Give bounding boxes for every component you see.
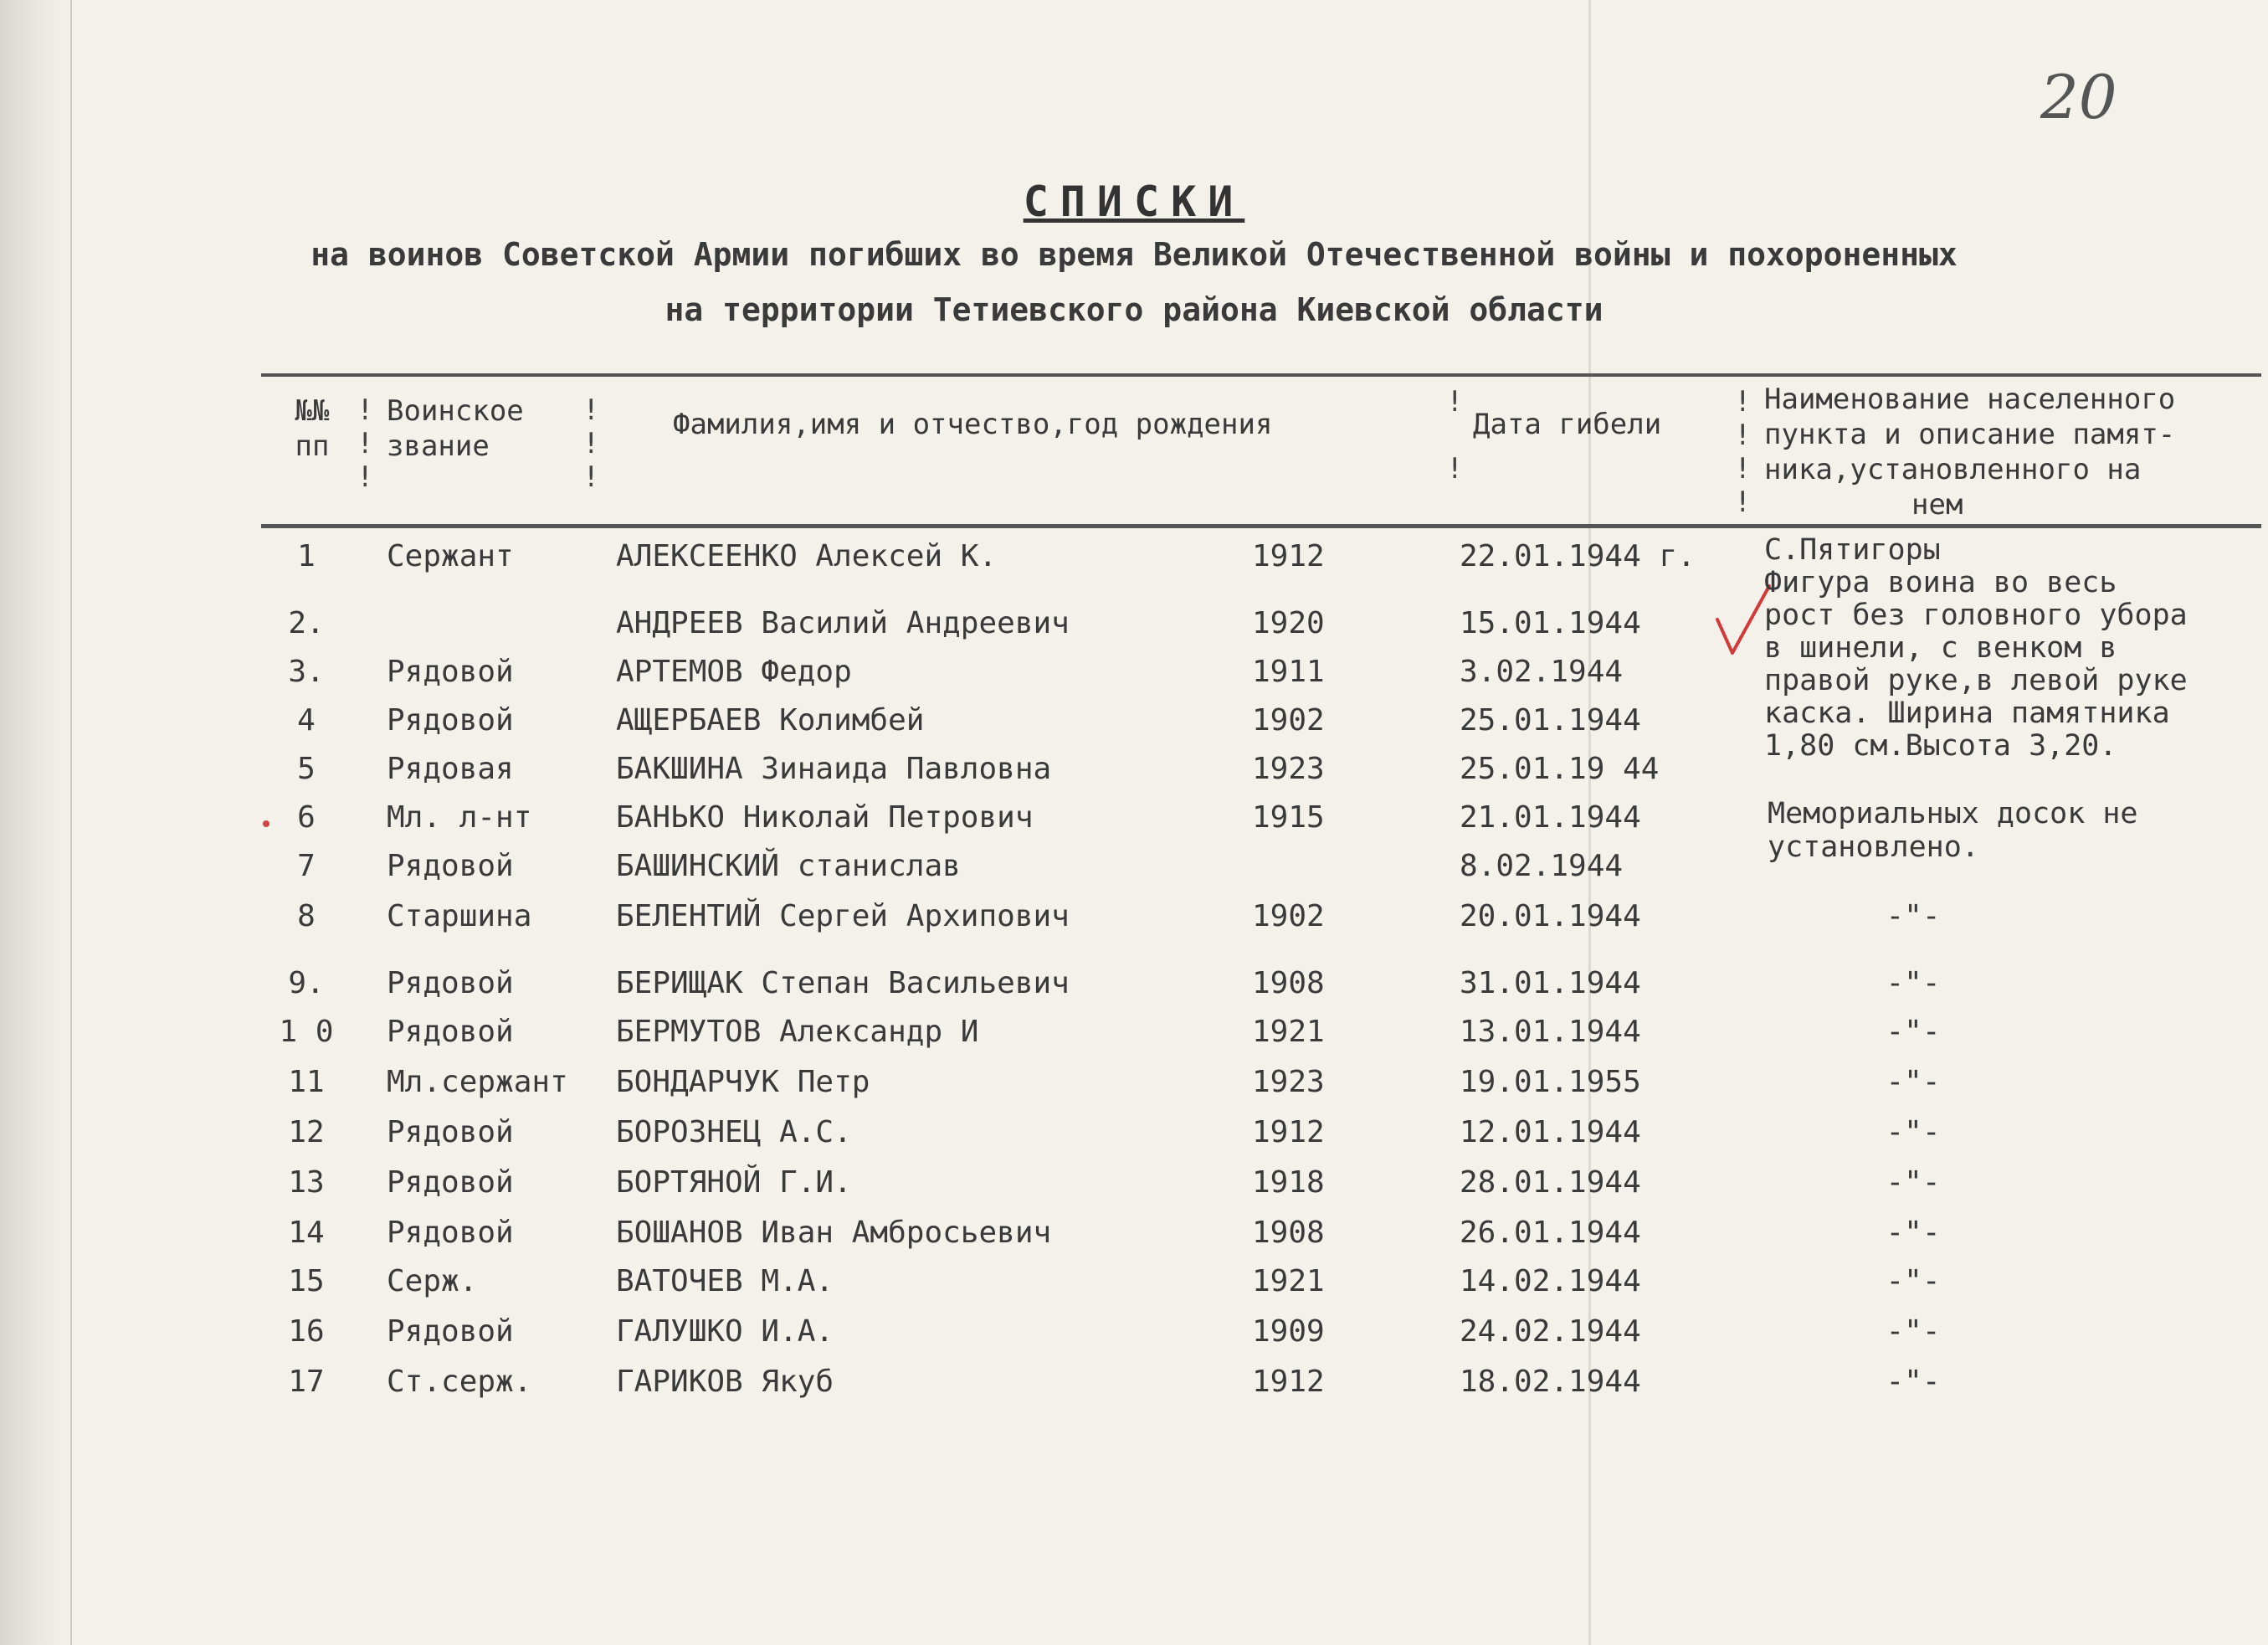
row-rank: Рядовой	[387, 1115, 514, 1149]
table-header-rule	[261, 524, 2261, 528]
row-number: 7	[297, 849, 316, 883]
header-number-line-1: №№	[295, 394, 330, 428]
row-rank: Рядовой	[387, 1165, 514, 1200]
row-name: ГАРИКОВ Якуб	[616, 1365, 834, 1399]
table-row	[0, 963, 2268, 1010]
row-name: АЩЕРБАЕВ Колимбей	[616, 703, 925, 738]
row-name: БАКШИНА Зинаида Павловна	[616, 752, 1052, 786]
memorial-note-line: установлено.	[1768, 830, 1979, 864]
table-row	[0, 1162, 2268, 1209]
place-description-line: каска. Ширина памятника	[1764, 697, 2170, 730]
row-name: ВАТОЧЕВ М.А.	[616, 1264, 834, 1298]
row-death-date: 19.01.1955	[1460, 1065, 1641, 1099]
row-birth-year: 1902	[1252, 703, 1325, 738]
row-death-date: 22.01.1944 г.	[1460, 539, 1696, 573]
row-number: 1 0	[279, 1015, 334, 1049]
header-number	[283, 393, 341, 464]
row-name: БОНДАРЧУК Петр	[616, 1065, 870, 1099]
row-death-date: 12.01.1944	[1460, 1115, 1641, 1149]
header-place-line-4: нем	[1911, 488, 1963, 522]
row-birth-year: 1908	[1252, 966, 1325, 1000]
header-place-line-3: ника,установленного на	[1764, 453, 2142, 486]
row-death-date: 25.01.19 44	[1460, 752, 1660, 786]
row-number: 4	[297, 703, 316, 738]
row-place: -"-	[1886, 1065, 1941, 1099]
row-rank: Рядовой	[387, 1015, 514, 1049]
row-rank: Рядовая	[387, 752, 514, 786]
header-rank-line-2: звание	[387, 429, 490, 463]
place-description-line: С.Пятигоры	[1764, 533, 1941, 567]
place-description	[1764, 534, 2266, 763]
red-ink-dot	[263, 820, 269, 827]
place-description-line: Фигура воина во весь	[1764, 566, 2117, 599]
row-rank: Мл. л-нт	[387, 800, 532, 835]
column-separator: ! ! !	[357, 393, 374, 494]
row-rank: Ст.серж.	[387, 1365, 532, 1399]
row-death-date: 15.01.1944	[1460, 606, 1641, 640]
row-number: 2.	[288, 606, 325, 640]
table-row	[0, 1062, 2268, 1108]
row-birth-year: 1921	[1252, 1015, 1325, 1049]
row-name: БЕРИЩАК Степан Васильевич	[616, 966, 1070, 1000]
row-number: 17	[288, 1365, 325, 1399]
row-rank: Рядовой	[387, 1314, 514, 1349]
header-rank	[387, 393, 579, 464]
row-rank: Рядовой	[387, 703, 514, 738]
row-name: БОРОЗНЕЦ А.С.	[616, 1115, 852, 1149]
row-death-date: 24.02.1944	[1460, 1314, 1641, 1349]
row-death-date: 20.01.1944	[1460, 899, 1641, 933]
row-rank: Рядовой	[387, 966, 514, 1000]
header-place-line-1: Наименование населенного	[1764, 383, 2176, 416]
row-birth-year: 1902	[1252, 899, 1325, 933]
row-rank: Рядовой	[387, 849, 514, 883]
row-number: 15	[288, 1264, 325, 1298]
header-number-line-2: пп	[295, 429, 330, 463]
memorial-note	[1768, 797, 2268, 864]
row-number: 14	[288, 1216, 325, 1250]
row-birth-year: 1923	[1252, 1065, 1325, 1099]
header-date: Дата гибели	[1473, 408, 1662, 441]
row-number: 12	[288, 1115, 325, 1149]
row-number: 6	[297, 800, 316, 835]
row-number: 9.	[288, 966, 325, 1000]
row-death-date: 26.01.1944	[1460, 1216, 1641, 1250]
table-row	[0, 1112, 2268, 1159]
row-rank: Сержант	[387, 539, 514, 573]
row-birth-year: 1908	[1252, 1216, 1325, 1250]
row-number: 3.	[288, 655, 325, 689]
place-description-line: 1,80 см.Высота 3,20.	[1764, 729, 2117, 763]
header-place-line-2: пункта и описание памят-	[1764, 418, 2176, 451]
row-rank: Рядовой	[387, 1216, 514, 1250]
row-name: БЕРМУТОВ Александр И	[616, 1015, 979, 1049]
row-death-date: 21.01.1944	[1460, 800, 1641, 835]
memorial-note-line: Мемориальных досок не	[1768, 797, 2138, 830]
row-place: -"-	[1886, 1216, 1941, 1250]
column-separator: ! ! ! !	[1734, 385, 1752, 519]
document-subtitle-line-2: на территории Тетиевского района Киевской области	[664, 291, 1604, 328]
row-rank: Старшина	[387, 899, 532, 933]
row-name: БОРТЯНОЙ Г.И.	[616, 1165, 852, 1200]
column-separator: ! !	[1446, 385, 1464, 486]
row-birth-year: 1909	[1252, 1314, 1325, 1349]
row-rank: Серж.	[387, 1264, 478, 1298]
row-name: БЕЛЕНТИЙ Сергей Архипович	[616, 899, 1070, 933]
page-number: 20	[2040, 62, 2117, 132]
row-place: -"-	[1886, 1015, 1941, 1049]
column-separator: ! ! !	[582, 393, 600, 494]
document-title: СПИСКИ	[1023, 177, 1245, 226]
row-death-date: 31.01.1944	[1460, 966, 1641, 1000]
row-rank: Мл.сержант	[387, 1065, 568, 1099]
row-place: -"-	[1886, 1314, 1941, 1349]
row-birth-year: 1912	[1252, 1365, 1325, 1399]
row-name: БОШАНОВ Иван Амбросьевич	[616, 1216, 1052, 1250]
header-rank-line-1: Воинское	[387, 394, 524, 428]
row-number: 16	[288, 1314, 325, 1349]
row-place: -"-	[1886, 899, 1941, 933]
row-number: 11	[288, 1065, 325, 1099]
row-death-date: 28.01.1944	[1460, 1165, 1641, 1200]
row-number: 1	[297, 539, 316, 573]
place-description-line: в шинели, с венком в	[1764, 631, 2117, 665]
table-row	[0, 896, 2268, 943]
row-name: АЛЕКСЕЕНКО Алексей К.	[616, 539, 998, 573]
table-row	[0, 1212, 2268, 1259]
row-death-date: 18.02.1944	[1460, 1365, 1641, 1399]
header-place	[1764, 382, 2266, 522]
row-birth-year: 1912	[1252, 1115, 1325, 1149]
table-row	[0, 1261, 2268, 1308]
row-place: -"-	[1886, 1365, 1941, 1399]
document-subtitle-line-1: на воинов Советской Армии погибших во время Великой Отечественной войны и похороненных	[310, 236, 1958, 273]
row-place: -"-	[1886, 966, 1941, 1000]
row-name: ГАЛУШКО И.А.	[616, 1314, 834, 1349]
row-birth-year: 1911	[1252, 655, 1325, 689]
row-death-date: 25.01.1944	[1460, 703, 1641, 738]
place-description-line: рост без головного убора	[1764, 599, 2188, 632]
place-description-line: правой руке,в левой руке	[1764, 664, 2188, 697]
row-death-date: 13.01.1944	[1460, 1015, 1641, 1049]
row-death-date: 14.02.1944	[1460, 1264, 1641, 1298]
row-birth-year: 1920	[1252, 606, 1325, 640]
row-place: -"-	[1886, 1165, 1941, 1200]
header-name: Фамилия,имя и отчество,год рождения	[673, 408, 1273, 441]
row-birth-year: 1921	[1252, 1264, 1325, 1298]
table-top-rule	[261, 373, 2261, 377]
row-name: БАНЬКО Николай Петрович	[616, 800, 1034, 835]
row-number: 13	[288, 1165, 325, 1200]
row-name: АРТЕМОВ Федор	[616, 655, 852, 689]
row-death-date: 8.02.1944	[1460, 849, 1624, 883]
row-birth-year: 1923	[1252, 752, 1325, 786]
row-death-date: 3.02.1944	[1460, 655, 1624, 689]
row-number: 5	[297, 752, 316, 786]
row-birth-year: 1912	[1252, 539, 1325, 573]
row-rank: Рядовой	[387, 655, 514, 689]
row-name: БАШИНСКИЙ станислав	[616, 849, 961, 883]
table-row	[0, 1311, 2268, 1358]
row-birth-year: 1918	[1252, 1165, 1325, 1200]
row-place: -"-	[1886, 1115, 1941, 1149]
row-name: АНДРЕЕВ Василий Андреевич	[616, 606, 1070, 640]
table-row	[0, 1011, 2268, 1058]
row-number: 8	[297, 899, 316, 933]
row-place: -"-	[1886, 1264, 1941, 1298]
row-birth-year: 1915	[1252, 800, 1325, 835]
table-row	[0, 1361, 2268, 1408]
